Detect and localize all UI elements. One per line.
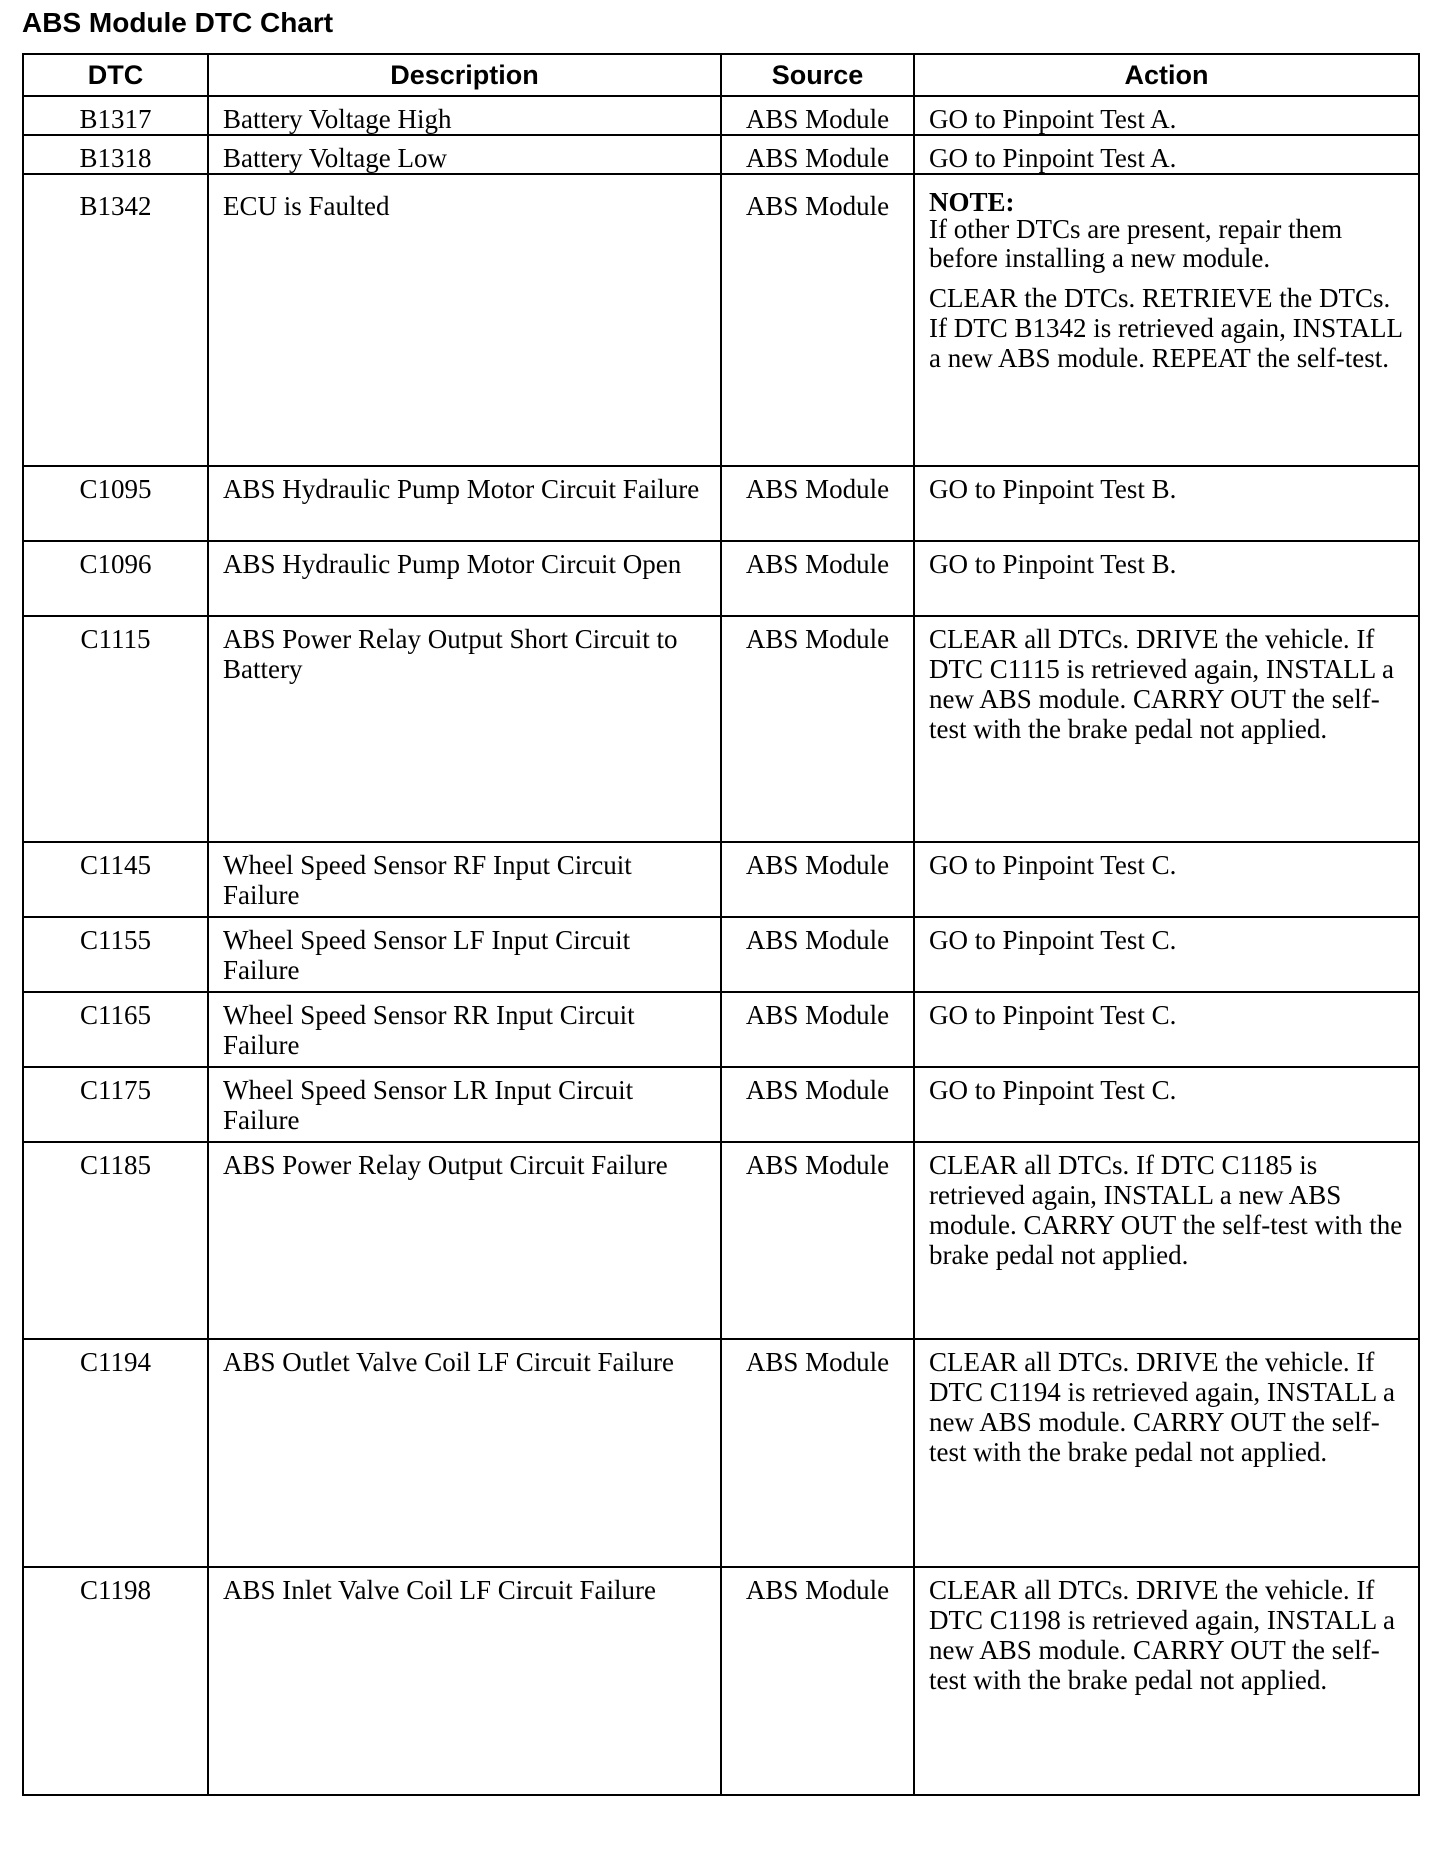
dtc-description: ECU is Faulted [208, 174, 721, 466]
dtc-action: CLEAR all DTCs. If DTC C1185 is retrieved again, INSTALL a new ABS module. CARRY OUT the self-test with the brake pedal not applied. [914, 1142, 1419, 1339]
dtc-code: C1096 [23, 541, 208, 616]
table-row [23, 1339, 1419, 1567]
dtc-action: CLEAR the DTCs. RETRIEVE the DTCs. If DTC B1342 is retrieved again, INSTALL a new ABS module. REPEAT the self-test. [929, 283, 1402, 373]
table-row [23, 541, 1419, 616]
table-row [23, 135, 1419, 174]
dtc-code: B1317 [23, 96, 208, 135]
dtc-code: C1155 [23, 917, 208, 992]
dtc-code: C1175 [23, 1067, 208, 1142]
table-row [23, 1067, 1419, 1142]
dtc-action: GO to Pinpoint Test A. [914, 96, 1419, 135]
dtc-description: Wheel Speed Sensor RR Input Circuit Failure [208, 992, 721, 1067]
dtc-code: C1198 [23, 1567, 208, 1795]
table-row [23, 96, 1419, 135]
dtc-action: CLEAR all DTCs. DRIVE the vehicle. If DTC C1194 is retrieved again, INSTALL a new ABS module. CARRY OUT the self-test with the brake pedal not applied. [914, 1339, 1419, 1567]
dtc-description: ABS Power Relay Output Circuit Failure [208, 1142, 721, 1339]
dtc-action: GO to Pinpoint Test C. [914, 1067, 1419, 1142]
dtc-action: GO to Pinpoint Test B. [914, 466, 1419, 541]
dtc-source: ABS Module [721, 992, 914, 1067]
column-header-action: Action [914, 54, 1419, 96]
dtc-source: ABS Module [721, 466, 914, 541]
dtc-description: Wheel Speed Sensor LR Input Circuit Failure [208, 1067, 721, 1142]
dtc-action-cell [914, 174, 1419, 466]
dtc-source: ABS Module [721, 616, 914, 842]
column-header-source: Source [721, 54, 914, 96]
dtc-action: GO to Pinpoint Test B. [914, 541, 1419, 616]
dtc-action: CLEAR all DTCs. DRIVE the vehicle. If DTC C1198 is retrieved again, INSTALL a new ABS module. CARRY OUT the self-test with the brake pedal not applied. [914, 1567, 1419, 1795]
table-row [23, 992, 1419, 1067]
dtc-code: C1115 [23, 616, 208, 842]
dtc-description: ABS Power Relay Output Short Circuit to Battery [208, 616, 721, 842]
note-text: If other DTCs are present, repair them before installing a new module. [929, 214, 1343, 273]
dtc-code: C1145 [23, 842, 208, 917]
dtc-table [22, 53, 1420, 1796]
table-row [23, 1567, 1419, 1795]
table-row [23, 174, 1419, 466]
dtc-description: Battery Voltage Low [208, 135, 721, 174]
table-row [23, 466, 1419, 541]
table-row [23, 616, 1419, 842]
dtc-source: ABS Module [721, 541, 914, 616]
dtc-code: C1165 [23, 992, 208, 1067]
dtc-description: ABS Outlet Valve Coil LF Circuit Failure [208, 1339, 721, 1567]
dtc-code: C1095 [23, 466, 208, 541]
dtc-description: Wheel Speed Sensor RF Input Circuit Failure [208, 842, 721, 917]
dtc-action: GO to Pinpoint Test C. [914, 842, 1419, 917]
column-header-dtc: DTC [23, 54, 208, 96]
dtc-source: ABS Module [721, 1567, 914, 1795]
dtc-code: B1342 [23, 174, 208, 466]
dtc-action: GO to Pinpoint Test A. [914, 135, 1419, 174]
dtc-code: C1194 [23, 1339, 208, 1567]
dtc-action: GO to Pinpoint Test C. [914, 917, 1419, 992]
page-title: ABS Module DTC Chart [22, 7, 334, 38]
table-row [23, 842, 1419, 917]
dtc-action: CLEAR all DTCs. DRIVE the vehicle. If DTC C1115 is retrieved again, INSTALL a new ABS module. CARRY OUT the self-test with the brake pedal not applied. [914, 616, 1419, 842]
column-header-description: Description [208, 54, 721, 96]
note-label: NOTE: [929, 187, 1015, 217]
dtc-source: ABS Module [721, 1067, 914, 1142]
dtc-source: ABS Module [721, 1142, 914, 1339]
dtc-code: B1318 [23, 135, 208, 174]
dtc-description: ABS Inlet Valve Coil LF Circuit Failure [208, 1567, 721, 1795]
dtc-source: ABS Module [721, 842, 914, 917]
dtc-source: ABS Module [721, 96, 914, 135]
dtc-source: ABS Module [721, 174, 914, 466]
dtc-description: ABS Hydraulic Pump Motor Circuit Open [208, 541, 721, 616]
dtc-source: ABS Module [721, 917, 914, 992]
dtc-description: Battery Voltage High [208, 96, 721, 135]
dtc-description: ABS Hydraulic Pump Motor Circuit Failure [208, 466, 721, 541]
dtc-action: GO to Pinpoint Test C. [914, 992, 1419, 1067]
dtc-description: Wheel Speed Sensor LF Input Circuit Failure [208, 917, 721, 992]
table-row [23, 1142, 1419, 1339]
dtc-code: C1185 [23, 1142, 208, 1339]
dtc-source: ABS Module [721, 135, 914, 174]
table-header-row [23, 54, 1419, 96]
table-row [23, 917, 1419, 992]
dtc-source: ABS Module [721, 1339, 914, 1567]
